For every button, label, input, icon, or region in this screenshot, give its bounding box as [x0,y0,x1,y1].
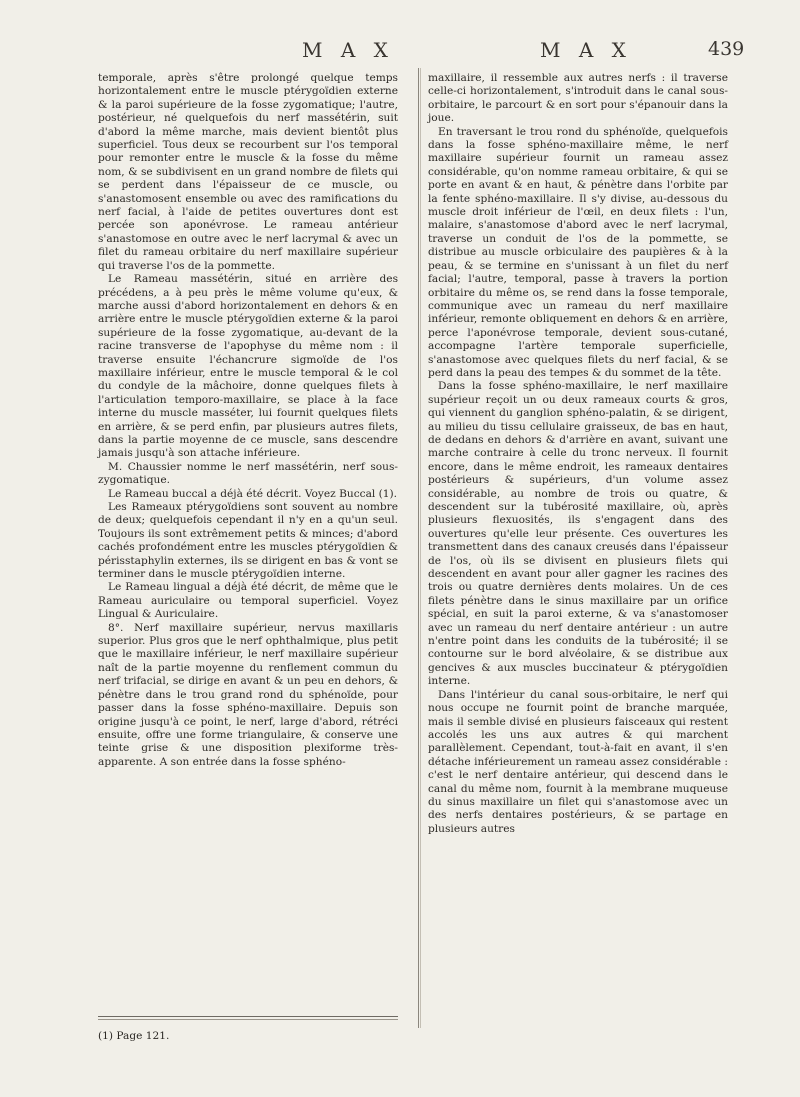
paragraph: Dans l'intérieur du canal sous-orbitaire, le nerf qui nous occupe ne fournit point de branche marquée, mais il semble divisé en plusieurs faisceaux qui restent accolés les uns aux autres & qui marchent parallèlement. Cependant, tout-à-fait en avant, il s'en détache inférieurement un rameau assez considérable : c'est le nerf dentaire antérieur, qui descend dans le canal du même nom, fournit à la membrane muqueuse du sinus maxillaire un filet qui s'anastomose avec un des nerfs dentaires postérieurs, & se partage en plusieurs autres [428,688,728,835]
footnote-rule [98,1016,398,1017]
paragraph: Les Rameaux ptérygoïdiens sont souvent au nombre de deux; quelquefois cependant il n'y en a qu'un seul. Toujours ils sont extrêmement petits & minces; d'abord cachés profondément entre les muscles ptérygoïdien & périsstaphylin externes, ils se dirigent en bas & vont se terminer dans le muscle ptérygoïdien interne. [98,501,398,581]
paragraph: Dans la fosse sphéno-maxillaire, le nerf maxillaire supérieur reçoit un ou deux rameaux courts & gros, qui viennent du ganglion sphéno-palatin, & se dirigent, au milieu du tissu cellulaire graisseux, de bas en haut, de dedans en dehors & d'arrière en avant, suivant une marche contraire à celle du tronc nerveux. Il fournit encore, dans le même endroit, les rameaux dentaires postérieurs & supérieurs, d'un volume assez considérable, au nombre de trois ou quatre, & descendent sur la tubérosité maxillaire, où, après plusieurs flexuosités, ils s'engagent dans des ouvertures qu'elle leur présente. Ces ouvertures les transmettent dans des canaux creusés dans l'épaisseur de l'os, où ils se divisent en plusieurs filets qui descendent en avant pour aller gagner les racines des trois ou quatre dernières dents molaires. Un de ces filets pénètre dans le sinus maxillaire par un orifice spécial, en suit la paroi externe, & va s'anastomoser avec un rameau du nerf dentaire antérieur : un autre n'entre point dans les conduits de la tubérosité; il se contourne sur le bord alvéolaire, & se distribue aux gencives & aux muscles buccinateur & ptérygoïdien interne. [428,380,728,688]
running-head-left: M A X [302,38,394,62]
column-divider [418,68,419,1028]
paragraph: temporale, après s'être prolongé quelque temps horizontalement entre le muscle ptérygoïdien externe & la paroi supérieure de la fosse zygomatique; l'autre, postérieur, né quelquefois du nerf massétérin, suit d'abord la même marche, mais devient bientôt plus superficiel. Tous deux se recourbent sur l'os temporal pour remonter entre le muscle & la fosse du même nom, & se subdivisent en un grand nombre de filets qui se perdent dans l'épaisseur de ce muscle, ou s'anastomosent ensemble ou avec des ramifications du nerf facial, à l'aide de petites ouvertures dont est percée son aponévrose. Le rameau antérieur s'anastomose en outre avec le nerf lacrymal & avec un filet du rameau orbitaire du nerf maxillaire supérieur qui traverse l'os de la pommette. [98,72,398,272]
page-number: 439 [708,38,745,60]
paragraph: Le Rameau buccal a déjà été décrit. Voyez Buccal (1). [108,487,398,500]
paragraph: Le Rameau massétérin, situé en arrière des précédens, a à peu près le même volume qu'eux, & marche aussi d'abord horizontalement en dehors & en arrière entre le muscle ptérygoïdien externe & la paroi supérieure de la fosse zygomatique, au-devant de la racine transverse de l'apophyse du même nom : il traverse ensuite l'échancrure sigmoïde de l'os maxillaire inférieur, entre le muscle temporal & le col du condyle de la mâchoire, donne quelques filets à l'articulation temporo-maxillaire, se place à la face interne du muscle masséter, lui fournit quelques filets en arrière, & se perd enfin, par plusieurs autres filets, dans la partie moyenne de ce muscle, sans descendre jamais jusqu'à son attache inférieure. [98,273,398,460]
footnote: (1) Page 121. [98,1030,170,1042]
left-column [98,72,398,769]
footnote-rule-lower [98,1019,398,1020]
running-head-right: M A X [540,38,632,62]
paragraph: M. Chaussier nomme le nerf massétérin, nerf sous-zygomatique. [98,460,398,487]
column-divider-inner [420,68,421,1028]
paragraph: En traversant le trou rond du sphénoïde, quelquefois dans la fosse sphéno-maxillaire même, le nerf maxillaire supérieur fournit un rameau assez considérable, qu'on nomme rameau orbitaire, & qui se porte en avant & en haut, & pénètre dans l'orbite par la fente sphéno-maxillaire. Il s'y divise, au-dessous du muscle droit inférieur de l'œil, en deux filets : l'un, malaire, s'anastomose d'abord avec le nerf lacrymal, traverse un conduit de l'os de la pommette, se distribue au muscle orbiculaire des paupières & à la peau, & se termine en s'unissant à un filet du nerf facial; l'autre, temporal, passe à travers la portion orbitaire du même os, se rend dans la fosse temporale, communique avec un rameau du nerf maxillaire inférieur, remonte obliquement en dehors & en arrière, perce l'aponévrose temporale, devient sous-cutané, accompagne l'artère temporale superficielle, s'anastomose avec quelques filets du nerf facial, & se perd dans la peau des tempes & du sommet de la tête. [428,125,728,379]
paragraph: Le Rameau lingual a déjà été décrit, de même que le Rameau auriculaire ou temporal superficiel. Voyez Lingual & Auriculaire. [98,581,398,621]
right-column [428,72,728,836]
paragraph: 8°. Nerf maxillaire supérieur, nervus maxillaris superior. Plus gros que le nerf ophthalmique, plus petit que le maxillaire inférieur, le nerf maxillaire supérieur naît de la partie moyenne du renflement commun du nerf trifacial, se dirige en avant & un peu en dehors, & pénètre dans le trou grand rond du sphénoïde, pour passer dans la fosse sphéno-maxillaire. Depuis son origine jusqu'à ce point, le nerf, large d'abord, rétréci ensuite, offre une forme triangulaire, & conserve une teinte grise & une disposition plexiforme très-apparente. A son entrée dans la fosse sphéno- [98,621,398,768]
paragraph: maxillaire, il ressemble aux autres nerfs : il traverse celle-ci horizontalement, s'introduit dans le canal sous-orbitaire, le parcourt & en sort pour s'épanouir dans la joue. [428,72,728,125]
